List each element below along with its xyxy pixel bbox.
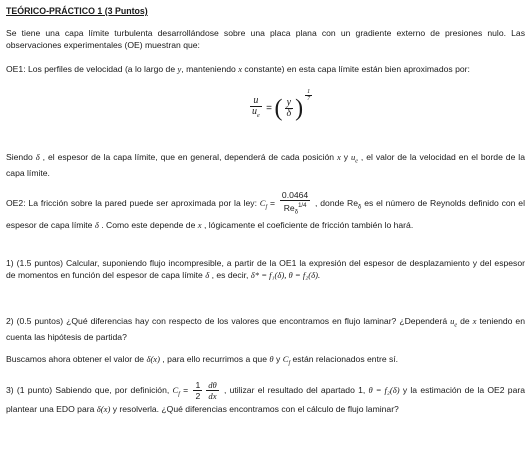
section-title: TEÓRICO-PRÁCTICO 1 (3 Puntos): [6, 6, 148, 16]
question-2: 2) (0.5 puntos) ¿Qué diferencias hay con respecto de los valores que encontramos en flujo laminar? ¿Dependerá $u_e$ de x teniendo en cuenta las hipótesis de partida?: [6, 316, 525, 343]
where-paragraph: Siendo δ , el espesor de la capa límite, que en general, dependerá de cada posición x y $u_e$ , el valor de la velocidad en el borde de la capa límite.: [6, 152, 525, 179]
question-3: 3) (1 punto) Sabiendo que, por definición, $C_f$ = $\frac{1}{2}$ $\frac{d\theta}{dx}$ , utilizar el resultado del apartado 1, θ = f₂(δ) y la estimación de la OE2 para plantear una EDO para δ(x) y resolverla. ¿Qué diferencias encontramos con el cálculo de flujo laminar?: [6, 380, 526, 415]
q1-math: δ* = f₁(δ), θ = f₂(δ).: [250, 269, 321, 280]
velocity-profile-equation: $\frac{u}{u_e}$ = ( $\frac{y}{\delta}$ ) $^{\frac{1}{7}}$: [252, 88, 311, 122]
oe2-paragraph: OE2: La fricción sobre la pared puede ser aproximada por la ley: $C_f$ = $\frac{0.0464}{Re_\delta^{1/4}}$ , donde $Re_\delta$ es el número de Reynolds definido con el espesor de capa límite δ . Como este depende de x , lógicamente el coeficiente de fricción también lo hará.: [6, 190, 525, 230]
goal-paragraph: Buscamos ahora obtener el valor de δ(x) , para ello recurrimos a que θ y $C_f$ están relacionados entre sí.: [6, 354, 399, 367]
oe1-paragraph: OE1: Los perfiles de velocidad (a lo largo de y, manteniendo x constante) en esta capa límite están bien aproximados por:: [6, 64, 470, 74]
question-1: 1) (1.5 puntos) Calcular, suponiendo flujo incompresible, a partir de la OE1 la expresión del espesor de desplazamiento y del espesor de momentos en función del espesor de capa límite δ , es decir, δ* = f₁(δ), θ = f₂(δ).: [6, 258, 525, 280]
intro-paragraph: Se tiene una capa límite turbulenta desarrollándose sobre una placa plana con un gradiente externo de presiones nulo. Las observaciones experimentales (OE) muestran que:: [6, 28, 525, 50]
